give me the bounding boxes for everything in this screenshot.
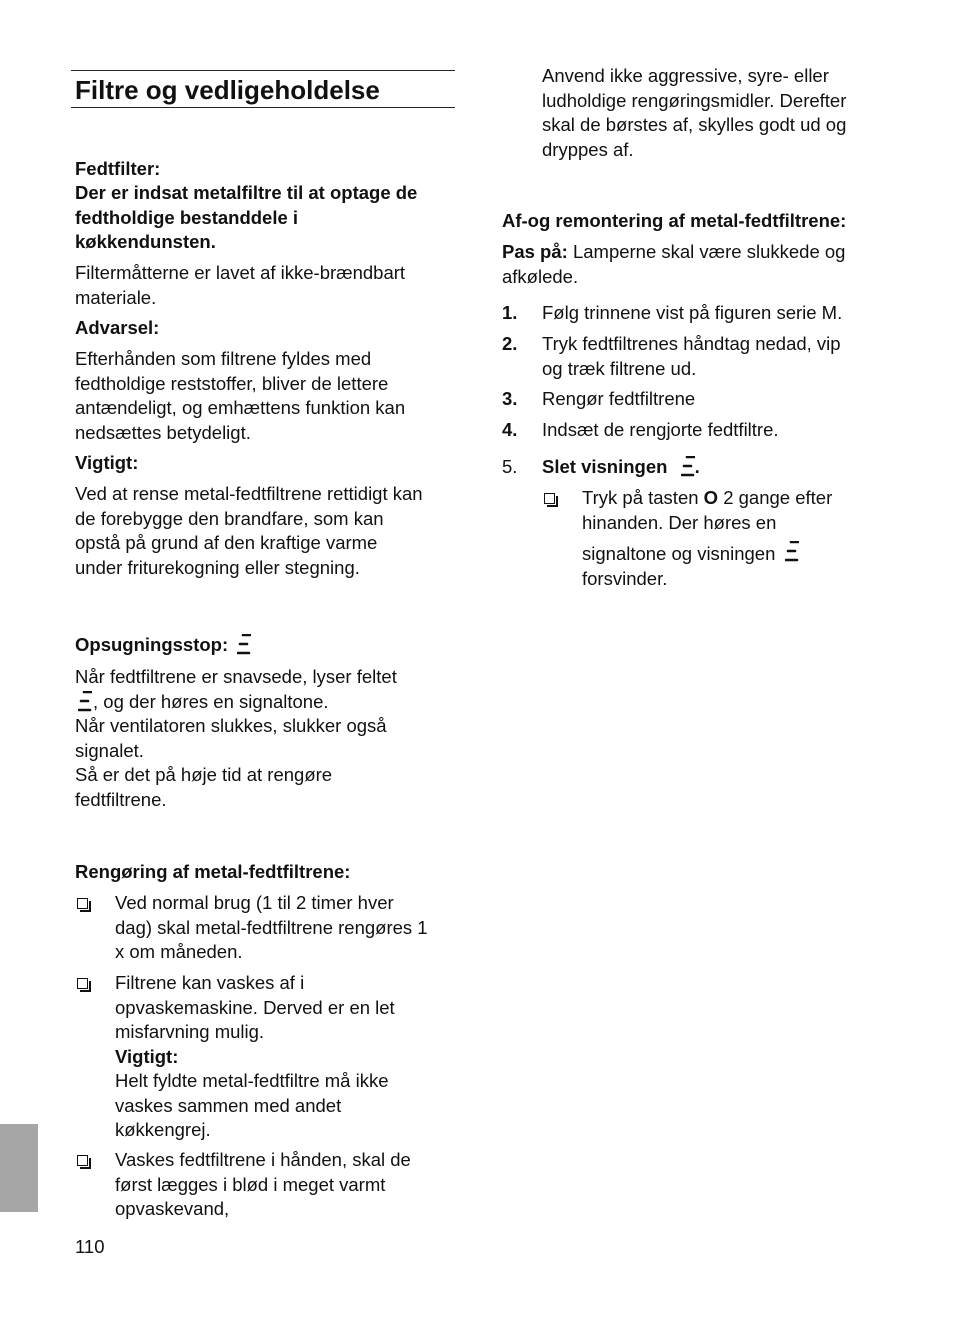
grease-filter-display-icon <box>785 541 799 563</box>
step-number: 4. <box>502 419 518 440</box>
step-number: 1. <box>502 302 518 323</box>
checkbox-bullet-icon <box>77 1155 88 1166</box>
pas-paa-text: Pas på: Lamperne skal være slukkede og afkølede. <box>502 241 846 287</box>
page-title: Filtre og vedligeholdelse <box>75 75 380 105</box>
fedtfilter-heading: Fedtfilter: <box>75 158 161 179</box>
fedtfilter-intro: Der er indsat metalfiltre til at optage de fedtholdige bestanddele i køkkendunsten. <box>75 182 418 252</box>
step-4-text: Indsæt de rengjorte fedtfiltre. <box>542 419 779 440</box>
step-number: 3. <box>502 388 518 409</box>
bullet-normal-use: Ved normal brug (1 til 2 timer hver dag) skal metal-fedtfiltrene rengøres 1 x om måneden. <box>115 892 428 962</box>
step-number: 5. <box>502 456 518 477</box>
side-tab-marker <box>0 1124 38 1212</box>
opsugningsstop-heading <box>75 633 251 658</box>
opsugningsstop-label: Opsugningsstop: <box>75 634 229 655</box>
checkbox-bullet-icon <box>544 493 555 504</box>
title-rule-top <box>71 70 455 71</box>
filtermaatter-text: Filtermåtterne er lavet af ikke-brændbart materiale. <box>75 262 406 308</box>
advarsel-heading: Advarsel: <box>75 317 160 338</box>
vigtigt-text: Ved at rense metal-fedtfiltrene rettidigt kan de forebygge den brandfare, som kan opstå på grund af den kraftige varme under friturekogning eller stegning. <box>75 483 423 578</box>
bullet-dishwasher: Filtrene kan vaskes af i opvaskemaskine. Derved er en let misfarvning mulig. Vigtigt: Helt fyldte metal-fedtfiltre må ikke vaskes sammen med andet køkkengrej. <box>115 972 395 1140</box>
checkbox-bullet-icon <box>77 978 88 989</box>
vigtigt-heading: Vigtigt: <box>75 452 139 473</box>
afog-heading: Af-og remontering af metal-fedtfiltrene: <box>502 210 847 231</box>
grease-filter-display-icon <box>681 456 695 478</box>
step-5-text: Slet visningen . <box>542 456 700 477</box>
bullet-hand-wash: Vaskes fedtfiltrene i hånden, skal de først lægges i blød i meget varmt opvaskevand, <box>115 1149 411 1219</box>
grease-filter-display-icon <box>78 691 92 713</box>
page-number: 110 <box>75 1236 105 1257</box>
step-5-subtext: Tryk på tasten O 2 gange efter hinanden. Der høres en signaltone og visningen forsvinder. <box>582 487 833 589</box>
step-3-text: Rengør fedtfiltrene <box>542 388 696 409</box>
advarsel-text: Efterhånden som filtrene fyldes med fedtholdige reststoffer, bliver de lettere antændeligt, og emhættens funktion kan nedsættes betydeligt. <box>75 348 406 443</box>
step-number: 2. <box>502 333 518 354</box>
grease-filter-display-icon <box>237 634 251 656</box>
title-rule-bottom <box>71 107 455 108</box>
checkbox-bullet-icon <box>77 898 88 909</box>
rengoering-heading: Rengøring af metal-fedtfiltrene: <box>75 861 351 882</box>
step-2-text: Tryk fedtfiltrenes håndtag nedad, vip og træk filtrene ud. <box>542 333 841 379</box>
opsugningsstop-text: Når fedtfiltrene er snavsede, lyser feltet , og der høres en signaltone. Når ventilatoren slukkes, slukker også signalet. Så er det på høje tid at rengøre fedtfiltrene. <box>75 666 397 810</box>
step-1-text: Følg trinnene vist på figuren serie M. <box>542 302 843 323</box>
continuation-text: Anvend ikke aggressive, syre- eller ludholdige rengøringsmidler. Derefter skal de børstes af, skylles godt ud og dryppes af. <box>542 65 847 160</box>
